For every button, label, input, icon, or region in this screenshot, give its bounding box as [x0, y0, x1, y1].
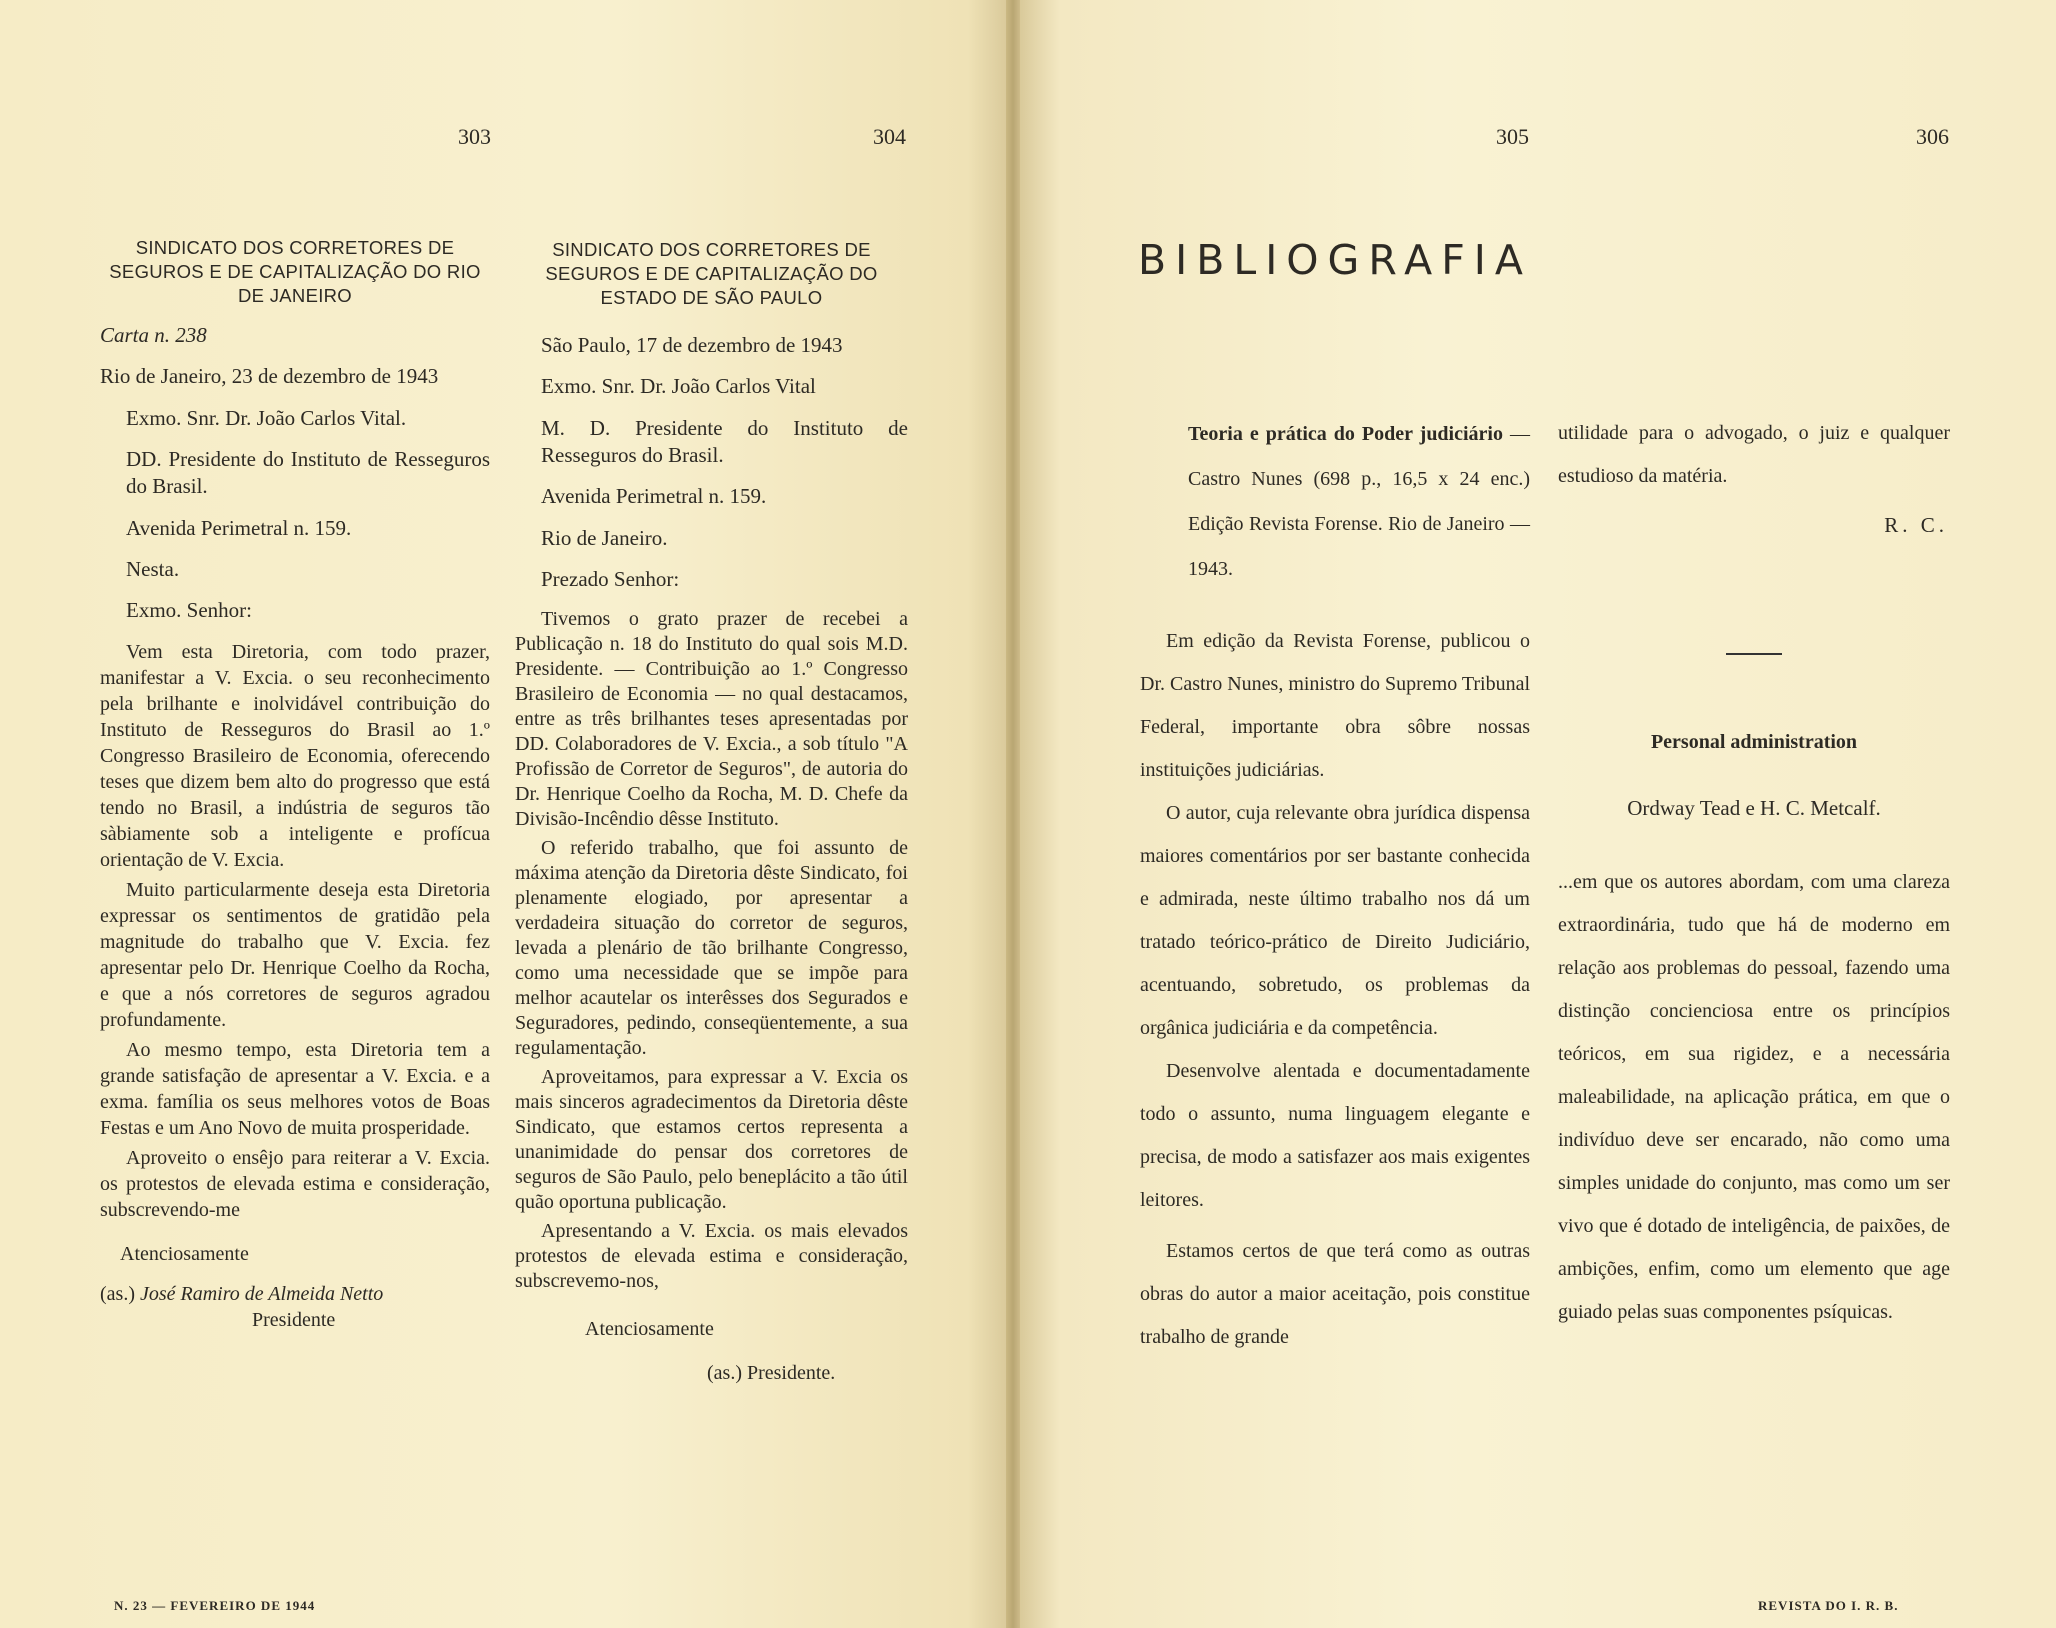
- review-continuation: utilidade para o advogado, o juiz e qualquer estudioso da matéria.: [1558, 422, 1950, 487]
- letter-sp-role: M. D. Presidente do Instituto de Resseguros do Brasil.: [541, 415, 908, 468]
- bibliografia-review-column: [1140, 412, 1530, 1359]
- review-paragraph: Em edição da Revista Forense, publicou o Dr. Castro Nunes, ministro do Supremo Tribunal Federal, importante obra sôbre nossas instituições judiciárias.: [1140, 630, 1531, 781]
- book-entry-castro-nunes: [1140, 412, 1530, 592]
- review-initials: R. C.: [1884, 513, 1948, 537]
- footer-journal: REVISTA DO I. R. B.: [1758, 1598, 1899, 1613]
- section-divider: [1726, 653, 1782, 655]
- book-authors-tead-metcalf: Ordway Tead e H. C. Metcalf.: [1627, 796, 1881, 821]
- letter-rio-column: [100, 236, 490, 1333]
- letter-sp-closing: Atenciosamente: [585, 1318, 714, 1341]
- letter-sp-signature: (as.) Presidente.: [707, 1362, 836, 1385]
- page-number-306: 306: [1916, 124, 1949, 149]
- letter-rio-nesta: Nesta.: [126, 556, 180, 581]
- letter-rio-role: DD. Presidente do Instituto de Resseguros do Brasil.: [126, 447, 490, 499]
- letter-rio-paragraph: Ao mesmo tempo, esta Diretoria tem a grande satisfação de apresentar a V. Excia. e a exma. família os seus melhores votos de Boas Festas e um Ano Novo de muita prosperidade.: [100, 1038, 490, 1139]
- letter-rio-sig-name: José Ramiro de Almeida Netto: [139, 1282, 384, 1305]
- letter-sp-paragraph: Apresentando a V. Excia. os mais elevados protestos de elevada estima e consideração, subscrevemo-nos,: [515, 1220, 908, 1293]
- letter-sp-street: Avenida Perimetral n. 159.: [541, 484, 767, 509]
- page-number-303: 303: [458, 124, 491, 149]
- letter-rio-paragraph: Aproveito o ensêjo para reiterar a V. Excia. os protestos de elevada estima e consideração, subscrevendo-me: [100, 1146, 490, 1221]
- letter-rio-header: SINDICATO DOS CORRETORES DE SEGUROS E DE CAPITALIZAÇÃO DO RIO DE JANEIRO: [109, 237, 481, 307]
- review-paragraph: Estamos certos de que terá como as outras obras do autor a maior aceitação, pois constitue trabalho de grande: [1140, 1240, 1530, 1348]
- bibliografia-title: BIBLIOGRAFIA: [1138, 236, 1532, 284]
- letter-sp-column: [515, 238, 908, 1386]
- letter-rio-carta: Carta n. 238: [100, 323, 207, 348]
- footer-issue: N. 23 — FEVEREIRO DE 1944: [114, 1598, 316, 1613]
- book-title-personal-administration: Personal administration: [1650, 731, 1858, 754]
- letter-sp-paragraph: Aproveitamos, para expressar a V. Excia os mais sinceros agradecimentos da Diretoria dêste Sindicato, que estamos certos representa a unanimidade do pensar dos corretores de seguros de São Paulo, pelo beneplácito a tão útil quão oportuna publicação.: [515, 1066, 908, 1214]
- letter-sp-addressee: Exmo. Snr. Dr. João Carlos Vital: [541, 374, 816, 399]
- letter-rio-sig-prefix: (as.): [100, 1282, 135, 1305]
- letter-rio-date: Rio de Janeiro, 23 de dezembro de 1943: [100, 364, 439, 389]
- letter-sp-paragraph: O referido trabalho, que foi assunto de máxima atenção da Diretoria dêste Sindicato, foi plenamente elogiado, por apresentar a verdadeira situação do corretor de seguros, levada a plenário de tão brilhante Congresso, como uma necessidade que se impõe para melhor acautelar os interêsses dos Segurados e Seguradores, pedindo, conseqüentemente, a sua regulamentação.: [515, 837, 908, 1060]
- letter-sp-paragraph: Tivemos o grato prazer de recebei a Publicação n. 18 do Instituto do qual sois M.D. Presidente. — Contribuição ao 1.º Congresso Brasileiro de Economia — no qual destacamos, entre as três brilhantes teses apresentadas por DD. Colaboradores de V. Excia., a sob título "A Profissão de Corretor de Seguros", de autoria do Dr. Henrique Coelho da Rocha, M. D. Chefe da Divisão-Incêndio dêsse Instituto.: [515, 608, 908, 831]
- review-paragraph: Desenvolve alentada e documentadamente todo o assunto, numa linguagem elegante e precisa, de modo a satisfazer aos mais exigentes leitores.: [1140, 1060, 1530, 1211]
- letter-rio-closing: Atenciosamente: [120, 1242, 249, 1265]
- letter-rio-signature: [100, 1281, 490, 1307]
- letter-rio-sig-title: Presidente: [252, 1308, 336, 1331]
- book-details-teoria: — Castro Nunes (698 p., 16,5 x 24 enc.) Edição Revista Forense. Rio de Janeiro — 1943.: [1188, 423, 1530, 580]
- review-paragraph-personal: ...em que os autores abordam, com uma clareza extraordinária, tudo que há de moderno em relação aos problemas do pessoal, fazendo uma distinção concienciosa entre os princípios teóricos, em sua rigidez, e a necessária maleabilidade, na aplicação prática, em que o indivíduo deve ser encarado, não como uma simples unidade do conjunto, mas como um ser vivo que é dotado de inteligência, de paixões, de ambições, enfim, como um elemento que age guiado pelas suas componentes psíquicas.: [1558, 870, 1950, 1323]
- book-title-teoria: Teoria e prática do Poder judiciário: [1188, 423, 1503, 445]
- letter-sp-header: SINDICATO DOS CORRETORES DE SEGUROS E DE CAPITALIZAÇÃO DO ESTADO DE SÃO PAULO: [545, 239, 878, 309]
- page-number-304: 304: [873, 124, 906, 149]
- letter-sp-date: São Paulo, 17 de dezembro de 1943: [541, 333, 843, 358]
- page-number-305: 305: [1496, 124, 1529, 149]
- letter-rio-addressee: Exmo. Snr. Dr. João Carlos Vital.: [126, 405, 407, 430]
- letter-sp-city: Rio de Janeiro.: [541, 525, 668, 550]
- letter-rio-paragraph: Vem esta Diretoria, com todo prazer, manifestar a V. Excia. o seu reconhecimento pela brilhante e inolvidável contribuição do Instituto de Resseguros do Brasil ao 1.º Congresso Brasileiro de Economia, oferecendo teses que dizem bem alto do progresso que está tendo no Brasil, a indústria de seguros tão sàbiamente sob a inteligente e profícua orientação de V. Excia.: [100, 640, 490, 871]
- review-paragraph: O autor, cuja relevante obra jurídica dispensa maiores comentários por ser bastante conhecida e admirada, neste último trabalho nos dá um tratado teórico-prático de Direito Judiciário, acentuando, sobretudo, os problemas da orgânica judiciária e da competência.: [1140, 802, 1530, 1039]
- letter-rio-salutation: Exmo. Senhor:: [126, 598, 252, 623]
- letter-rio-street: Avenida Perimetral n. 159.: [126, 515, 352, 540]
- letter-rio-paragraph: Muito particularmente deseja esta Diretoria expressar os sentimentos de gratidão pela magnitude do trabalho que V. Excia. fez apresentar pelo Dr. Henrique Coelho da Rocha, e que a nós corretores de seguros agradou profundamente.: [100, 878, 490, 1031]
- binding-gutter: [1006, 0, 1020, 1628]
- page-306-column: [1558, 412, 1950, 1334]
- letter-sp-salutation: Prezado Senhor:: [541, 566, 680, 591]
